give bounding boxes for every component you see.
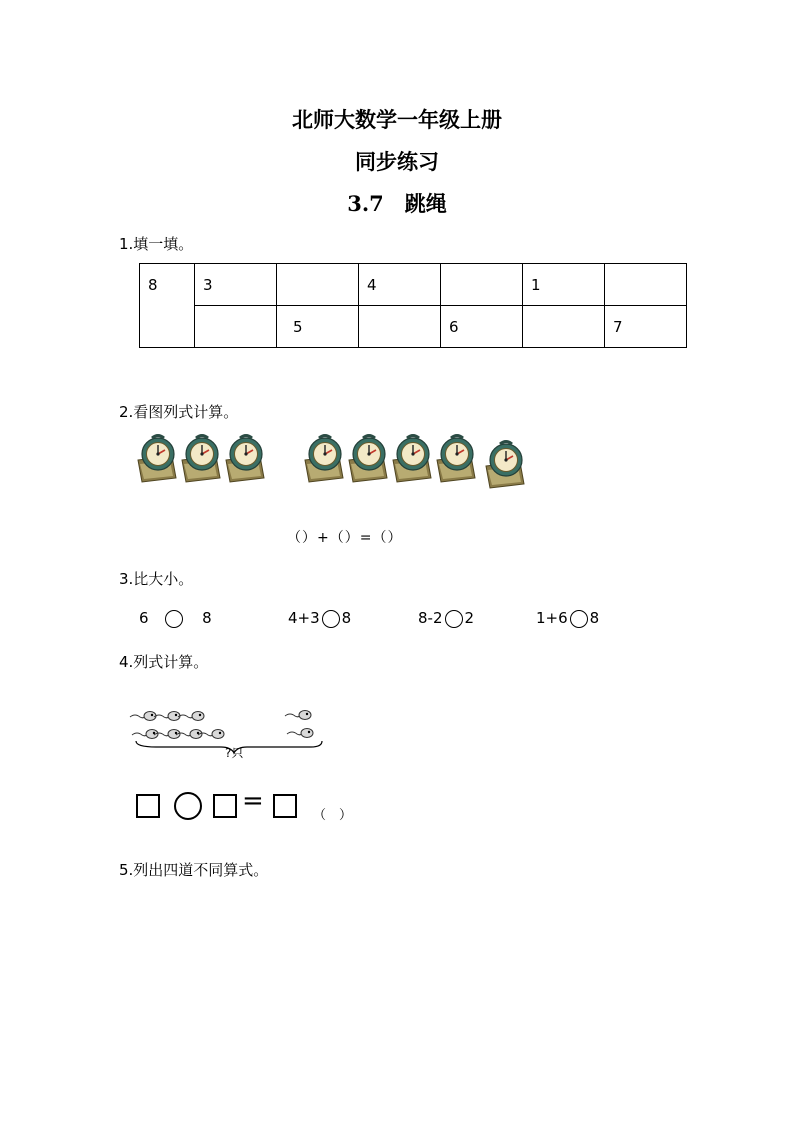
compare-circle[interactable]	[445, 610, 463, 628]
alarm-clock-icon	[437, 436, 475, 483]
top-cell[interactable]	[605, 264, 687, 306]
alarm-clock-icon	[486, 442, 524, 489]
bottom-cell: 5	[277, 306, 359, 348]
top-cell[interactable]	[441, 264, 523, 306]
total-cell: 8	[140, 264, 195, 348]
title-sub: 同步练习	[355, 149, 439, 174]
top-cell[interactable]	[277, 264, 359, 306]
bottom-cell: 7	[605, 306, 687, 348]
compare-item	[139, 609, 212, 628]
top-cell: 1	[523, 264, 605, 306]
compare-item	[418, 609, 474, 628]
bottom-cell[interactable]	[195, 306, 277, 348]
title-lesson: 3.7 跳绳	[347, 191, 447, 216]
compare-left: 8-2	[418, 609, 443, 627]
alarm-clock-icon	[349, 436, 387, 483]
compare-left: 4+3	[288, 609, 320, 627]
top-cell: 3	[195, 264, 277, 306]
compare-right: 8	[202, 609, 212, 627]
bottom-cell: 6	[441, 306, 523, 348]
alarm-clock-icon	[182, 436, 220, 483]
tadpole-icon	[154, 712, 180, 721]
compare-left: 6	[139, 609, 149, 627]
answer-box[interactable]	[213, 794, 237, 818]
answer-box[interactable]	[273, 794, 297, 818]
tadpole-icon	[132, 730, 158, 739]
top-cell: 4	[359, 264, 441, 306]
answer-box[interactable]	[136, 794, 160, 818]
tadpole-icon	[178, 712, 204, 721]
tadpole-icon	[287, 729, 313, 738]
q5-label: 5.列出四道不同算式。	[119, 861, 269, 879]
operator-circle[interactable]	[174, 792, 202, 820]
compare-circle[interactable]	[165, 610, 183, 628]
unit-blank[interactable]: （ ）	[313, 808, 353, 823]
alarm-clock-icon	[226, 436, 264, 483]
q4-label: 4.列式计算。	[119, 653, 209, 671]
compare-item	[536, 609, 599, 628]
q2-label: 2.看图列式计算。	[119, 403, 239, 421]
clock-picture	[136, 432, 546, 492]
alarm-clock-icon	[393, 436, 431, 483]
equals-sign: =	[242, 786, 264, 816]
compare-right: 8	[589, 609, 600, 627]
q2-equation: （）+（）=（）	[287, 530, 403, 546]
bottom-cell[interactable]	[523, 306, 605, 348]
tadpole-icon	[130, 712, 156, 721]
bottom-cell[interactable]	[359, 306, 441, 348]
q3-label: 3.比大小。	[119, 570, 194, 588]
brace-label: ?只	[225, 746, 244, 760]
number-split-table	[139, 263, 687, 348]
compare-right: 8	[341, 609, 352, 627]
compare-circle[interactable]	[322, 610, 340, 628]
q1-label: 1.填一填。	[119, 235, 194, 253]
compare-right: 2	[464, 609, 475, 627]
title-main: 北师大数学一年级上册	[292, 107, 502, 132]
alarm-clock-icon	[305, 436, 343, 483]
compare-item	[288, 609, 351, 628]
compare-left: 1+6	[536, 609, 568, 627]
alarm-clock-icon	[138, 436, 176, 483]
tadpole-icon	[285, 711, 311, 720]
compare-circle[interactable]	[570, 610, 588, 628]
